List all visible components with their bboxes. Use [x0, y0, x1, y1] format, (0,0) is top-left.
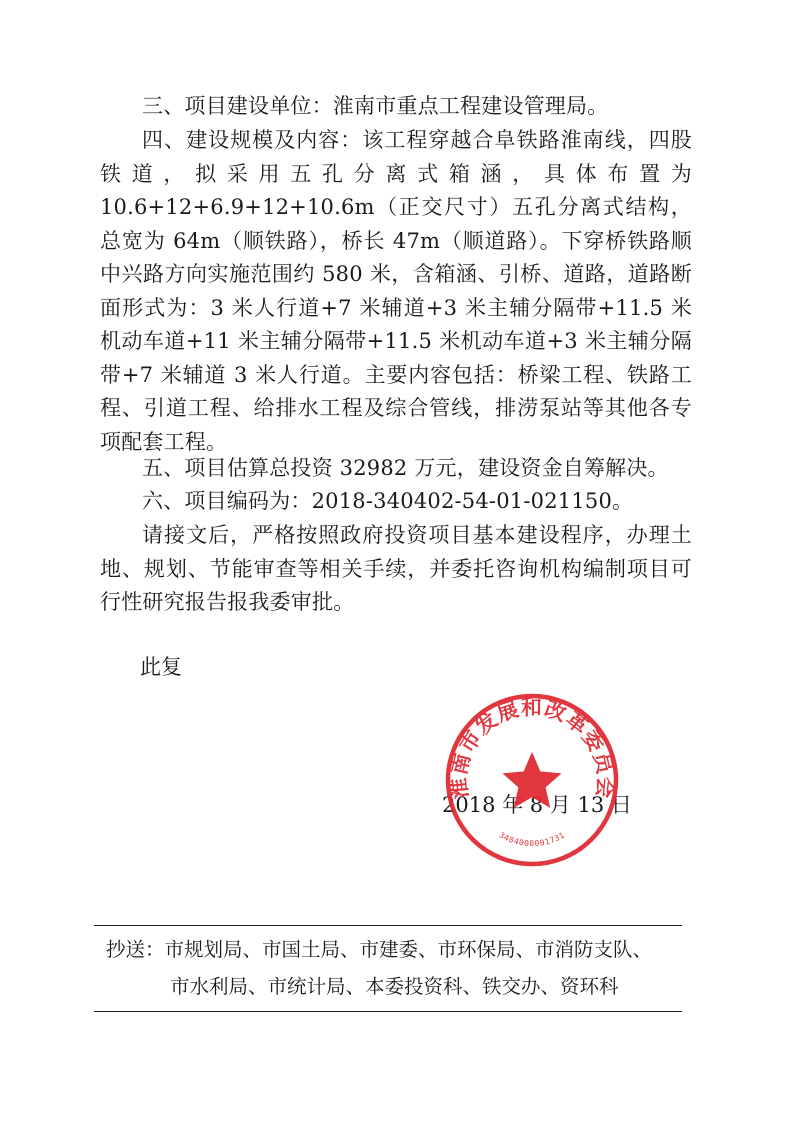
- cc-top-rule: [94, 925, 682, 926]
- cc-line-1: 抄送：市规划局、市国土局、市建委、市环保局、市消防支队、: [106, 938, 653, 961]
- paragraph-investment: 五、项目估算总投资 32982 万元，建设资金自筹解决。: [142, 456, 669, 480]
- paragraph-instruction: 请接文后，严格按照政府投资项目基本建设程序，办理土地、规划、节能审查等相关手续，并委托咨询机构编制项目可行性研究报告报我委审批。: [100, 523, 692, 614]
- document-date: 2018 年 8 月 13 日: [442, 793, 632, 817]
- cc-line-2: 市水利局、市统计局、本委投资科、铁交办、资环科: [170, 975, 619, 998]
- cc-list: [106, 931, 686, 1005]
- seal-name-text: 淮南市发展和改革委员会: [445, 694, 619, 801]
- closing-text: 此复: [140, 655, 182, 679]
- paragraph-construction-unit: 三、项目建设单位：淮南市重点工程建设管理局。: [142, 94, 609, 118]
- seal-star: [503, 752, 562, 808]
- official-seal: [442, 690, 622, 870]
- paragraph-project-code: 六、项目编码为：2018-340402-54-01-021150。: [142, 489, 634, 513]
- cc-bottom-rule: [94, 1011, 682, 1012]
- paragraph-scale-and-content: 四、建设规模及内容：该工程穿越合阜铁路淮南线，四股铁道，拟采用五孔分离式箱涵，具体布置为 10.6+12+6.9+12+10.6m（正交尺寸）五孔分离式结构，总宽为 64m（顺铁路），桥长 47m（顺道路）。下穿桥铁路顺中兴路方向实施范围约 580 米，含箱涵、引桥、道路，道路断面形式为：3 米人行道+7 米辅道+3 米主辅分隔带+11.5 米机动车道+11 米主辅分隔带+11.5 米机动车道+3 米主辅分隔带+7 米辅道 3 米人行道。主要内容包括：桥梁工程、铁路工程、引道工程、给排水工程及综合管线，排涝泵站等其他各专项配套工程。: [100, 128, 692, 454]
- seal-code-text: 3404000001731: [497, 830, 567, 849]
